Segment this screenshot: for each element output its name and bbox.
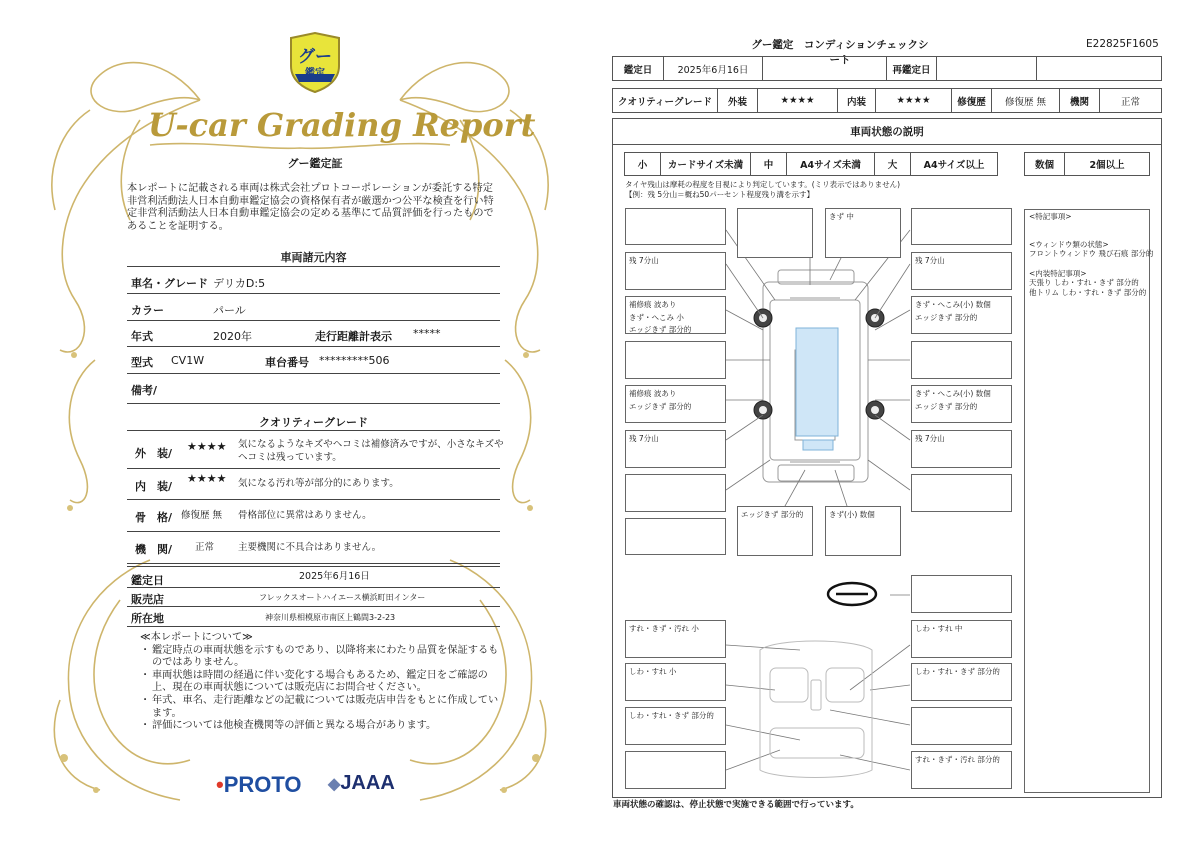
damage-box: [825, 208, 901, 258]
spec-row-model: [127, 347, 500, 374]
window-text: フロントウィンドウ 飛び石痕 部分的: [1029, 249, 1154, 258]
info-label: 鑑定日: [131, 574, 164, 587]
damage-text: 補修痕 波あり: [629, 300, 677, 309]
interior-box: [625, 620, 726, 658]
interior-heading: <内装特記事項>: [1029, 268, 1087, 278]
legend-large: 大: [875, 153, 911, 175]
window-heading: <ウィンドウ類の状態>: [1029, 239, 1109, 249]
repair-value: 修復歴 無: [992, 89, 1060, 112]
sheet-title: グー鑑定 コンディションチェックシート: [751, 39, 929, 66]
info-row-date: [127, 566, 500, 588]
damage-text: しわ・すれ 中: [915, 624, 963, 633]
info-row-address: [127, 607, 500, 627]
damage-text: 残 7分山: [629, 434, 659, 443]
condition-check-sheet: [600, 0, 1200, 848]
legend-mid: 中: [751, 153, 787, 175]
sponsor-logos: [216, 770, 416, 802]
grade-label: 機 関/: [135, 543, 173, 556]
spec-value: *********506: [319, 354, 390, 367]
damage-text: しわ・すれ・きず 部分的: [915, 667, 1000, 676]
special-notes: [1024, 209, 1154, 793]
interior-text: 他トリム しわ・すれ・きず 部分的: [1029, 287, 1147, 297]
legend-count-desc: 2個以上: [1089, 160, 1125, 171]
grade-text: 気になる汚れ等が部分的にあります。: [238, 478, 399, 489]
damage-text: 残 7分山: [915, 434, 945, 443]
damage-text: しわ・すれ・きず 部分的: [629, 711, 714, 720]
damage-text: きず 中: [829, 212, 854, 221]
damage-text: 補修痕 波あり: [629, 389, 677, 398]
damage-text: すれ・きず・汚れ 部分的: [915, 755, 1000, 764]
spec-label: 車台番号: [265, 356, 309, 369]
spec-label: 車名・グレード: [131, 277, 208, 290]
damage-box: [911, 296, 1012, 334]
interior-box: [911, 751, 1012, 789]
grade-label: 内 装/: [135, 480, 173, 493]
legend-mid-desc: A4サイズ未満: [787, 153, 875, 175]
damage-box: [625, 252, 726, 290]
damage-box: [737, 506, 813, 556]
damage-text: エッジきず 部分的: [629, 401, 692, 411]
damage-box: [911, 575, 1012, 613]
damage-text: すれ・きず・汚れ 小: [629, 624, 699, 633]
proto-logo: •PROTO: [216, 772, 302, 797]
notes-heading: ≪本レポートについて≫: [140, 632, 253, 643]
grade-stars: ★★★★: [187, 472, 227, 485]
spec-label: 年式: [131, 330, 153, 343]
grade-title: クオリティーグレード: [259, 416, 368, 429]
damage-text: きず・へこみ 小: [629, 312, 684, 322]
tire-example: 【例：残 5分山＝概ね50パーセント程度残り溝を示す】: [625, 190, 815, 199]
damage-box: [625, 518, 726, 555]
info-value: 2025年6月16日: [299, 571, 370, 582]
damage-box: [625, 474, 726, 512]
spec-row-color: [127, 294, 500, 321]
date-value: 2025年6月16日: [664, 57, 763, 80]
spec-row-name: [127, 266, 500, 294]
grade-row-interior: [127, 469, 500, 500]
note-item: ・ 年式、車名、走行距離などの記載については販売店申告をもとに作成しています。: [140, 695, 500, 720]
spec-value: 2020年: [213, 330, 252, 343]
info-label: 所在地: [131, 612, 164, 625]
int-label: 内装: [838, 89, 876, 112]
spec-row-year: [127, 321, 500, 347]
note-item: ・ 鑑定時点の車両状態を示すものであり、以降将来にわたり品質を保証するものではありません。: [140, 645, 500, 670]
grade-row-exterior: [127, 430, 504, 469]
legend-small-desc: カードサイズ未満: [661, 153, 751, 175]
damage-box: [625, 296, 726, 334]
grade-row-frame: [127, 500, 500, 532]
note-item: ・ 車両状態は時間の経過に伴い変化する場合もあるため、鑑定日をご確認の上、現在の車両状態については販売店にお問合せください。: [140, 670, 500, 695]
damage-box: [911, 208, 1012, 245]
spec-label: 備考/: [131, 384, 158, 397]
damage-box: [911, 252, 1012, 290]
legend-small: 小: [625, 153, 661, 175]
special-heading: <特記事項>: [1029, 212, 1072, 221]
spec-value: デリカD:5: [213, 277, 266, 290]
grade-label: クオリティーグレード: [613, 89, 718, 112]
date-label: 鑑定日: [613, 57, 664, 80]
damage-box: [825, 506, 901, 556]
damage-box: [911, 385, 1012, 423]
grade-row-engine: [127, 532, 500, 564]
damage-box: [625, 385, 726, 423]
brand-subname: 鑑定: [305, 68, 325, 79]
interior-box: [911, 707, 1012, 745]
certificate-text: 本レポートに記載される車両は株式会社プロトコーポレーションが委託する特定非営利活動法人日本自動車鑑定協会の資格保有者が厳選かつ公平な検査を行い特定非営利活動法人日本自動車鑑定協会の定める基準にて品質評価を行ったものであることを証明する。: [127, 183, 494, 232]
damage-box: [625, 341, 726, 379]
legend-large-desc: A4サイズ以上: [923, 160, 985, 171]
ext-value: ★★★★: [758, 89, 838, 112]
damage-text: 残 7分山: [915, 256, 945, 265]
grade-text: ヘコミは残っています。: [238, 452, 342, 463]
damage-text: しわ・すれ 小: [629, 667, 677, 676]
grade-value: 修復歴 無: [181, 510, 223, 521]
grade-value: 正常: [195, 542, 215, 553]
damage-text: エッジきず 部分的: [915, 312, 978, 322]
damage-box: [911, 341, 1012, 379]
grade-stars: ★★★★: [187, 440, 227, 453]
spec-row-remarks: [127, 374, 500, 404]
info-value: 神奈川県相模原市南区上鶴間3-2-23: [265, 613, 396, 622]
grade-text: 主要機関に不具合はありません。: [238, 542, 382, 553]
interior-box: [911, 663, 1012, 701]
damage-box: [911, 430, 1012, 468]
report-notes: [140, 632, 500, 733]
info-label: 販売店: [131, 593, 164, 606]
engine-value: 正常: [1120, 96, 1140, 108]
spec-value: *****: [413, 327, 441, 340]
interior-box: [911, 620, 1012, 658]
spec-label: 型式: [131, 356, 153, 369]
info-row-dealer: [127, 588, 500, 607]
interior-box: [625, 751, 726, 789]
damage-text: きず・へこみ(小) 数個: [915, 300, 991, 309]
condition-title: 車両状態の説明: [613, 120, 1161, 145]
ext-label: 外装: [718, 89, 758, 112]
damage-text: エッジきず 部分的: [741, 510, 804, 519]
grade-text: 骨格部位に異常はありません。: [238, 510, 372, 521]
grade-label: 骨 格/: [135, 511, 173, 524]
goo-appraisal-logo: [287, 32, 343, 94]
engine-label: 機関: [1060, 89, 1100, 112]
footnote: 車両状態の確認は、停止状態で実施できる範囲で行っています。: [613, 800, 859, 810]
interior-text: 天張り しわ・すれ・きず 部分的: [1029, 278, 1139, 287]
damage-box: [625, 430, 726, 468]
damage-box: [625, 208, 726, 245]
note-item: ・ 評価については他検査機関等の評価と異なる場合があります。: [140, 720, 500, 733]
jaaa-logo: ◆JAAA: [328, 772, 395, 794]
spec-value: CV1W: [171, 354, 205, 367]
damage-box: [737, 208, 813, 258]
info-value: フレックスオートハイエース横浜町田インター: [259, 593, 426, 602]
spec-label: カラー: [131, 304, 164, 317]
certificate-title: グー鑑定証: [287, 157, 343, 170]
specs-title: 車両諸元内容: [280, 251, 347, 264]
tire-note: タイヤ残山は摩耗の程度を目視により判定しています。(ミリ表示ではありません): [625, 180, 901, 189]
repair-label: 修復歴: [952, 89, 992, 112]
sheet-id: E22825F1605: [1086, 38, 1159, 50]
redate-label: 再鑑定日: [887, 57, 937, 80]
damage-box: [911, 474, 1012, 512]
grade-text: 気になるようなキズやヘコミは補修済みですが、小さなキズや: [238, 439, 504, 450]
damage-text: エッジきず 部分的: [629, 325, 692, 334]
int-value: ★★★★: [876, 89, 952, 112]
interior-box: [625, 707, 726, 745]
interior-box: [625, 663, 726, 701]
damage-text: 残 7分山: [629, 256, 659, 265]
damage-text: エッジきず 部分的: [915, 401, 978, 411]
report-title: U-car Grading Report: [148, 106, 536, 144]
legend-count: 数個: [1025, 153, 1065, 175]
grade-label: 外 装/: [135, 447, 173, 460]
brand-name: グー: [298, 47, 332, 67]
spec-label: 走行距離計表示: [315, 330, 392, 343]
spec-value: パール: [213, 304, 246, 317]
damage-text: きず(小) 数個: [829, 510, 875, 519]
damage-text: きず・へこみ(小) 数個: [915, 389, 991, 398]
